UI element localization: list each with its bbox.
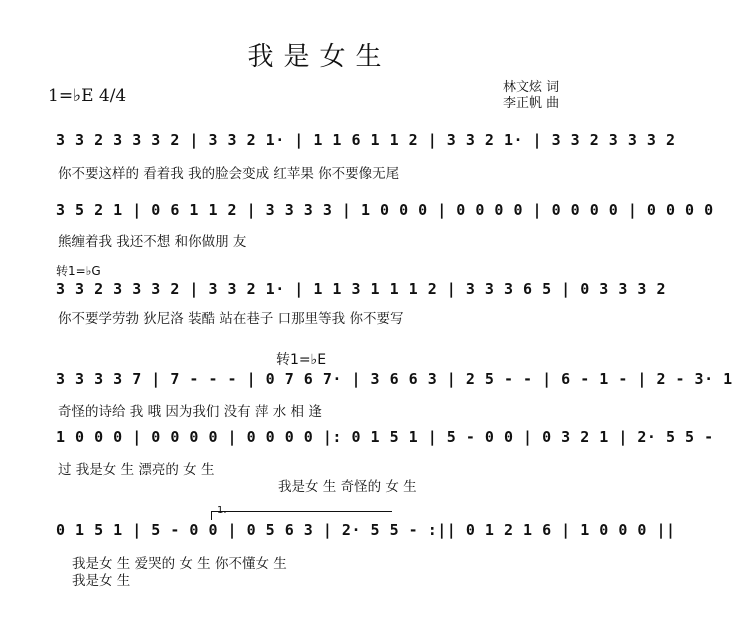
lyricist-credit: 林文炫 词	[503, 80, 560, 95]
notation-row-2: 3 5 2 1 | 0 6 1 1 2 | 3 3 3 3 | 1 0 0 0 | 0 0 0 0 | 0 0 0 0 | 0 0 0 0	[56, 201, 714, 219]
lyric-row-1: 你不要这样的 看着我 我的脸会变成 红苹果 你不要像无尾	[58, 166, 400, 182]
composer-credit: 李正帆 曲	[503, 96, 560, 111]
lyric-row-3: 你不要学劳勃 狄尼洛 装酷 站在巷子 口那里等我 你不要写	[58, 311, 404, 327]
lyric-row-6b: 我是女 生	[72, 573, 131, 589]
lyric-row-5b: 我是女 生 奇怪的 女 生	[278, 479, 417, 495]
modulation-label-2: 转1=♭E	[276, 352, 327, 368]
song-title: 我是女生	[247, 42, 392, 72]
key-signature: 1=♭E 4/4	[48, 86, 127, 106]
lyric-row-6a: 我是女 生 爱哭的 女 生 你不懂女 生	[72, 556, 287, 572]
credits	[503, 80, 559, 112]
lyric-row-5a: 过 我是女 生 漂亮的 女 生	[58, 462, 215, 478]
notation-row-1: 3 3 2 3 3 3 2 | 3 3 2 1· | 1 1 6 1 1 2 | 3 3 2 1· | 3 3 2 3 3 3 2	[56, 131, 676, 149]
modulation-label-1: 转1=♭G	[56, 264, 101, 278]
notation-row-5: 1 0 0 0 | 0 0 0 0 | 0 0 0 0 |: 0 1 5 1 | 5 - 0 0 | 0 3 2 1 | 2· 5 5 -	[56, 428, 714, 446]
volta-number: 1.	[217, 505, 227, 516]
notation-row-4: 3 3 3 3 7 | 7 - - - | 0 7 6 7· | 3 6 6 3 | 2 5 - - | 6 - 1 - | 2 - 3· 1	[56, 370, 733, 388]
notation-row-6: 0 1 5 1 | 5 - 0 0 | 0 5 6 3 | 2· 5 5 - :|| 0 1 2 1 6 | 1 0 0 0 ||	[56, 521, 676, 539]
notation-row-3: 3 3 2 3 3 3 2 | 3 3 2 1· | 1 1 3 1 1 1 2 | 3 3 3 6 5 | 0 3 3 3 2	[56, 280, 666, 298]
volta-bracket	[211, 511, 392, 520]
lyric-row-4: 奇怪的诗给 我 哦 因为我们 没有 萍 水 相 逢	[58, 404, 322, 420]
lyric-row-2: 熊缠着我 我还不想 和你做朋 友	[58, 234, 247, 250]
